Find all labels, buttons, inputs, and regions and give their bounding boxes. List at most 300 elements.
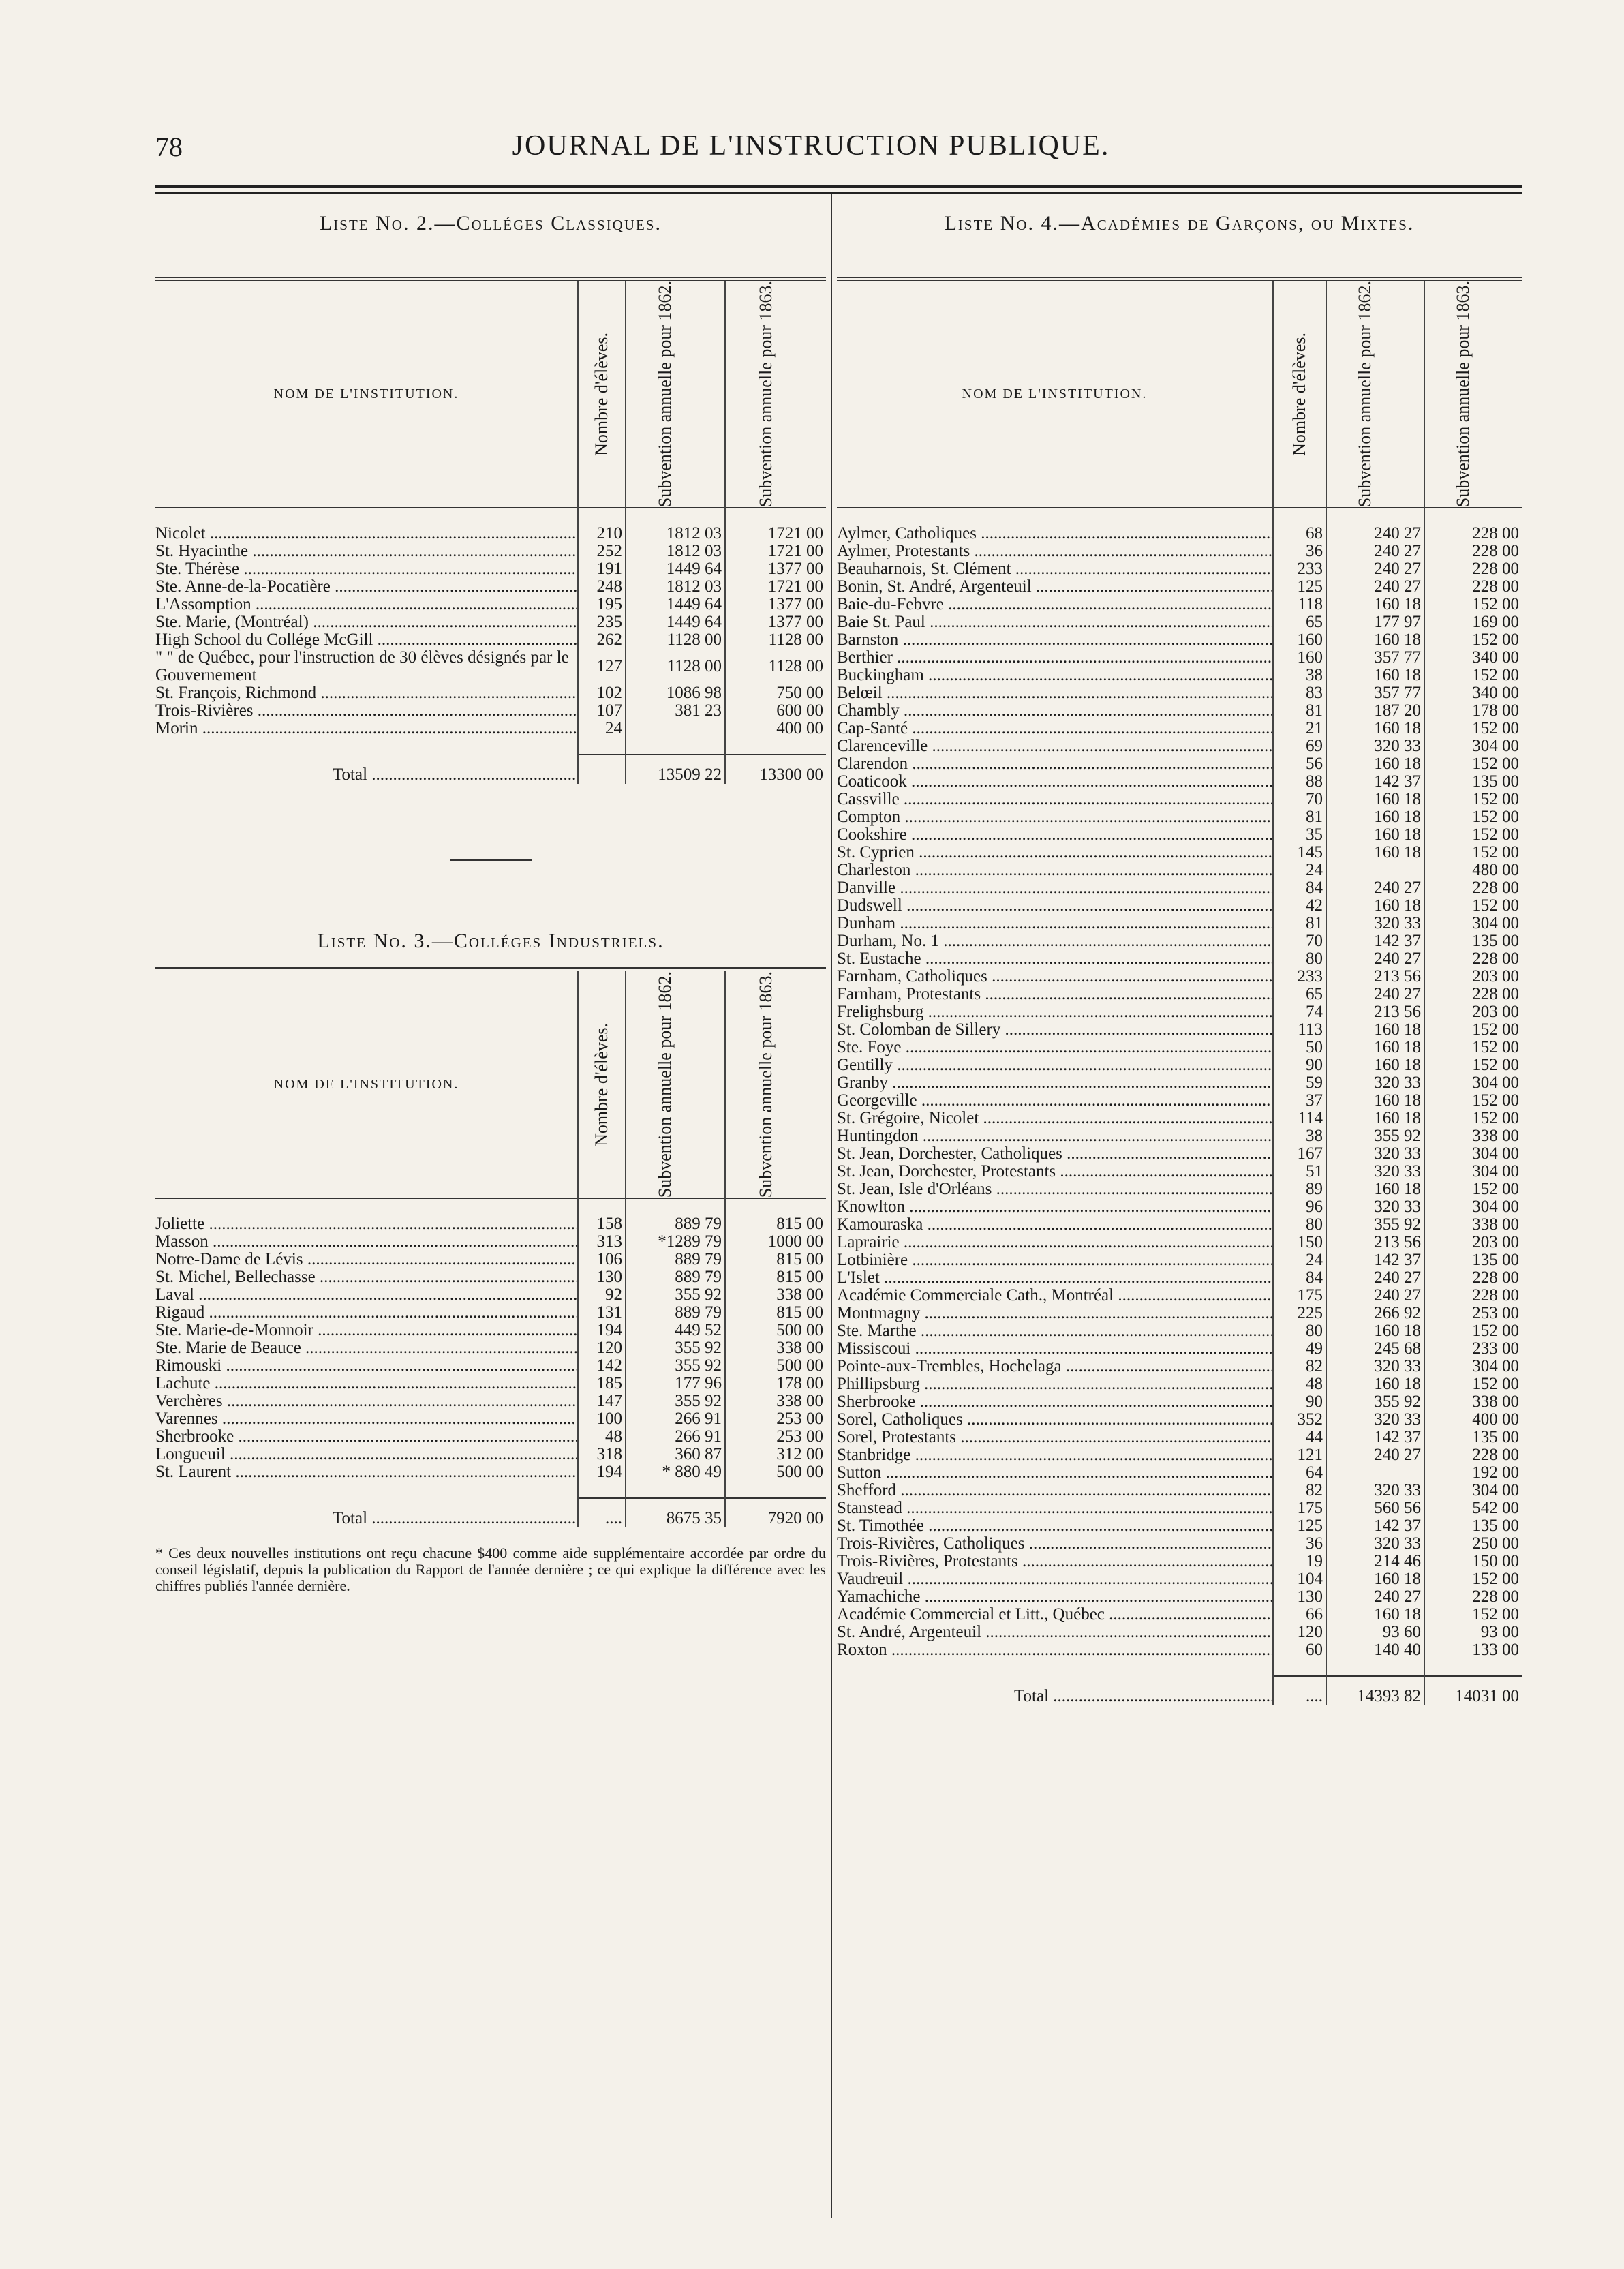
table-row bbox=[837, 932, 1522, 950]
grant-1862: 160 18 bbox=[1326, 631, 1424, 649]
institution-name-text: St. Timothée bbox=[837, 1517, 924, 1536]
institution-name bbox=[837, 862, 1273, 879]
grant-1862: 142 37 bbox=[1326, 773, 1424, 791]
pupil-count: 44 bbox=[1273, 1429, 1326, 1446]
table-row bbox=[837, 1251, 1522, 1269]
institution-name-text: Lachute bbox=[155, 1375, 211, 1393]
grant-1863: 338 00 bbox=[725, 1392, 826, 1410]
pupil-count: 262 bbox=[578, 631, 626, 649]
grant-1863: 228 00 bbox=[1424, 1287, 1522, 1305]
institution-name-text: Sutton bbox=[837, 1464, 882, 1482]
total-label-text: Total bbox=[333, 1508, 368, 1527]
pupil-count: 38 bbox=[1273, 667, 1326, 684]
institution-name bbox=[155, 1428, 578, 1446]
pupil-count: 252 bbox=[578, 543, 626, 560]
grant-1863: 304 00 bbox=[1424, 1358, 1522, 1375]
institution-name bbox=[155, 1304, 578, 1322]
institution-name bbox=[155, 1446, 578, 1463]
table-row bbox=[837, 773, 1522, 791]
institution-name-text: Académie Commerciale Cath., Montréal bbox=[837, 1287, 1114, 1305]
institution-name-text: Nicolet bbox=[155, 525, 206, 543]
grant-1863: 600 00 bbox=[725, 702, 826, 720]
institution-name-text: St. Jean, Isle d'Orléans bbox=[837, 1181, 992, 1199]
table-row bbox=[155, 1268, 826, 1286]
institution-name-text: Ste. Foye bbox=[837, 1039, 902, 1057]
grant-1862: 320 33 bbox=[1326, 1535, 1424, 1553]
institution-name bbox=[155, 684, 578, 702]
institution-name bbox=[837, 932, 1273, 950]
pupil-count: 42 bbox=[1273, 897, 1326, 915]
grant-1862: 266 91 bbox=[626, 1410, 725, 1428]
table-row bbox=[837, 1234, 1522, 1251]
pupil-count: 175 bbox=[1273, 1287, 1326, 1305]
grant-1863: 500 00 bbox=[725, 1322, 826, 1339]
pupil-count: 82 bbox=[1273, 1482, 1326, 1499]
institution-name bbox=[837, 525, 1273, 543]
pupil-count: 56 bbox=[1273, 755, 1326, 773]
grant-1862: 357 77 bbox=[1326, 684, 1424, 702]
total-1862: 14393 82 bbox=[1326, 1676, 1424, 1705]
institution-name bbox=[837, 1606, 1273, 1624]
institution-name-text: Baie St. Paul bbox=[837, 613, 925, 632]
grant-1862: 355 92 bbox=[1326, 1127, 1424, 1145]
pupil-count: 235 bbox=[578, 613, 626, 631]
institution-name-text: St. François, Richmond bbox=[155, 684, 317, 703]
institution-name bbox=[837, 1393, 1273, 1411]
pupil-count: 130 bbox=[578, 1268, 626, 1286]
table-row bbox=[837, 1375, 1522, 1393]
total-1862: 8675 35 bbox=[626, 1498, 725, 1527]
grant-1862 bbox=[626, 720, 725, 737]
page-number: 78 bbox=[155, 132, 183, 162]
grant-1863: 304 00 bbox=[1424, 1163, 1522, 1181]
table-row bbox=[155, 525, 826, 543]
grant-1862: 360 87 bbox=[626, 1446, 725, 1463]
institution-name bbox=[837, 1482, 1273, 1499]
pupil-count: 82 bbox=[1273, 1358, 1326, 1375]
institution-name bbox=[837, 1446, 1273, 1464]
grant-1863: 178 00 bbox=[725, 1375, 826, 1392]
table-row bbox=[837, 1358, 1522, 1375]
institution-name-text: Bonin, St. André, Argenteuil bbox=[837, 578, 1032, 596]
grant-1862: 187 20 bbox=[1326, 702, 1424, 720]
pupil-count: 121 bbox=[1273, 1446, 1326, 1464]
pupil-count: 89 bbox=[1273, 1181, 1326, 1198]
table-row bbox=[837, 1305, 1522, 1322]
grant-1863: 228 00 bbox=[1424, 1446, 1522, 1464]
table-row bbox=[837, 1021, 1522, 1039]
pupil-count: 114 bbox=[1273, 1110, 1326, 1127]
pupil-count: 81 bbox=[1273, 915, 1326, 932]
grant-1862: 240 27 bbox=[1326, 986, 1424, 1003]
section-separator bbox=[450, 859, 532, 861]
institution-name-text: St. André, Argenteuil bbox=[837, 1624, 982, 1642]
grant-1862: 213 56 bbox=[1326, 968, 1424, 986]
pupil-count: 92 bbox=[578, 1286, 626, 1304]
pupil-count: 150 bbox=[1273, 1234, 1326, 1251]
grant-1862: 160 18 bbox=[1326, 755, 1424, 773]
grant-1863: 500 00 bbox=[725, 1463, 826, 1481]
grant-1863: 152 00 bbox=[1424, 1056, 1522, 1074]
pupil-count: 48 bbox=[1273, 1375, 1326, 1393]
institution-name-text: Missiscoui bbox=[837, 1340, 911, 1358]
table-row bbox=[837, 1570, 1522, 1588]
pupil-count: 74 bbox=[1273, 1003, 1326, 1021]
total-label-text: Total bbox=[333, 765, 368, 784]
list4-table bbox=[837, 281, 1522, 1705]
institution-name bbox=[837, 737, 1273, 755]
grant-1863: 250 00 bbox=[1424, 1535, 1522, 1553]
table-row bbox=[837, 755, 1522, 773]
pupil-count: 125 bbox=[1273, 1517, 1326, 1535]
grant-1862: 160 18 bbox=[1326, 844, 1424, 862]
grant-1862: 1128 00 bbox=[626, 649, 725, 684]
right-column bbox=[837, 204, 1522, 1705]
list3-table bbox=[155, 971, 826, 1527]
table-row bbox=[155, 684, 826, 702]
header-rule-top bbox=[155, 185, 1522, 188]
institution-name-text: Sherbrooke bbox=[155, 1428, 234, 1446]
institution-name-text: St. Laurent bbox=[155, 1463, 232, 1482]
grant-1863: 152 00 bbox=[1424, 1375, 1522, 1393]
institution-name-text: Sorel, Catholiques bbox=[837, 1411, 963, 1429]
institution-name bbox=[837, 1163, 1273, 1181]
grant-1863: 542 00 bbox=[1424, 1499, 1522, 1517]
grant-1863: 228 00 bbox=[1424, 525, 1522, 543]
grant-1862: 142 37 bbox=[1326, 1251, 1424, 1269]
institution-name-text: Dunham bbox=[837, 915, 896, 933]
institution-name bbox=[837, 1234, 1273, 1251]
institution-name-text: Sherbrooke bbox=[837, 1393, 916, 1412]
grant-1863: 152 00 bbox=[1424, 1110, 1522, 1127]
institution-name bbox=[837, 543, 1273, 560]
grant-1863: 150 00 bbox=[1424, 1553, 1522, 1570]
pupil-count: 142 bbox=[578, 1357, 626, 1375]
institution-name bbox=[837, 1322, 1273, 1340]
grant-1862: 240 27 bbox=[1326, 525, 1424, 543]
institution-name-text: Kamouraska bbox=[837, 1216, 923, 1234]
table-row bbox=[155, 1446, 826, 1463]
pupil-count: 125 bbox=[1273, 578, 1326, 596]
grant-1862: 1086 98 bbox=[626, 684, 725, 702]
grant-1863: 152 00 bbox=[1424, 1322, 1522, 1340]
grant-1862: 889 79 bbox=[626, 1215, 725, 1233]
grant-1862: 266 91 bbox=[626, 1428, 725, 1446]
table-row bbox=[837, 844, 1522, 862]
grant-1863: 135 00 bbox=[1424, 1517, 1522, 1535]
grant-1862: 160 18 bbox=[1326, 808, 1424, 826]
list3-header-1862: Subvention annuelle pour 1862. bbox=[655, 971, 675, 1198]
pupil-count: 195 bbox=[578, 596, 626, 613]
grant-1863: 152 00 bbox=[1424, 791, 1522, 808]
pupil-count: 83 bbox=[1273, 684, 1326, 702]
table-row bbox=[837, 826, 1522, 844]
total-label-text: Total bbox=[1014, 1686, 1050, 1705]
institution-name-text: Cookshire bbox=[837, 826, 907, 844]
table-row bbox=[155, 1410, 826, 1428]
pupil-count: 64 bbox=[1273, 1464, 1326, 1482]
table-row bbox=[837, 791, 1522, 808]
institution-name-text: Buckingham bbox=[837, 667, 924, 685]
institution-name bbox=[837, 1588, 1273, 1606]
institution-name bbox=[155, 1375, 578, 1392]
institution-name-text: Sorel, Protestants bbox=[837, 1429, 956, 1447]
pupil-count: 38 bbox=[1273, 1127, 1326, 1145]
institution-name-text: Laprairie bbox=[837, 1234, 900, 1252]
table-row bbox=[155, 1322, 826, 1339]
pupil-count: 24 bbox=[1273, 1251, 1326, 1269]
institution-name bbox=[155, 596, 578, 613]
table-row bbox=[837, 1198, 1522, 1216]
pupil-count: 24 bbox=[1273, 862, 1326, 879]
grant-1863: 815 00 bbox=[725, 1268, 826, 1286]
table-row bbox=[837, 1322, 1522, 1340]
institution-name bbox=[155, 1215, 578, 1233]
grant-1862: 160 18 bbox=[1326, 720, 1424, 737]
grant-1863: 338 00 bbox=[1424, 1393, 1522, 1411]
total-label bbox=[155, 755, 578, 784]
pupil-count: 225 bbox=[1273, 1305, 1326, 1322]
grant-1862: * 880 49 bbox=[626, 1463, 725, 1481]
institution-name bbox=[837, 596, 1273, 613]
pupil-count: 191 bbox=[578, 560, 626, 578]
grant-1862: 240 27 bbox=[1326, 543, 1424, 560]
grant-1863: 133 00 bbox=[1424, 1641, 1522, 1659]
grant-1863: 152 00 bbox=[1424, 1021, 1522, 1039]
grant-1863: 152 00 bbox=[1424, 844, 1522, 862]
grant-1863: 192 00 bbox=[1424, 1464, 1522, 1482]
institution-name-text: Trois-Rivières bbox=[155, 702, 254, 720]
pupil-count: 80 bbox=[1273, 950, 1326, 968]
total-1862: 13509 22 bbox=[626, 755, 725, 784]
pupil-count: 352 bbox=[1273, 1411, 1326, 1429]
institution-name-text: St. Cyprien bbox=[837, 844, 915, 862]
grant-1862: 93 60 bbox=[1326, 1624, 1424, 1641]
institution-name-text: St. Jean, Dorchester, Catholiques bbox=[837, 1145, 1062, 1163]
grant-1863: 338 00 bbox=[1424, 1127, 1522, 1145]
list2-header-1863: Subvention annuelle pour 1863. bbox=[755, 281, 776, 508]
pupil-count: 66 bbox=[1273, 1606, 1326, 1624]
pupil-count: 35 bbox=[1273, 826, 1326, 844]
header-rule-bottom bbox=[155, 192, 1522, 194]
pupil-count: 120 bbox=[1273, 1624, 1326, 1641]
grant-1862: 160 18 bbox=[1326, 1021, 1424, 1039]
table-row bbox=[837, 578, 1522, 596]
grant-1862: 142 37 bbox=[1326, 1517, 1424, 1535]
grant-1862: 560 56 bbox=[1326, 1499, 1424, 1517]
table-row bbox=[155, 578, 826, 596]
table-row bbox=[837, 862, 1522, 879]
pupil-count: 107 bbox=[578, 702, 626, 720]
list4-header-name: NOM DE L'INSTITUTION. bbox=[962, 386, 1148, 401]
grant-1862: 1449 64 bbox=[626, 596, 725, 613]
institution-name bbox=[837, 791, 1273, 808]
table-row bbox=[837, 631, 1522, 649]
pupil-count: 233 bbox=[1273, 560, 1326, 578]
table-row bbox=[837, 702, 1522, 720]
institution-name bbox=[837, 1145, 1273, 1163]
institution-name bbox=[837, 1074, 1273, 1092]
pupil-count: 147 bbox=[578, 1392, 626, 1410]
grant-1862: 320 33 bbox=[1326, 1411, 1424, 1429]
pupil-count: 48 bbox=[578, 1428, 626, 1446]
grant-1863: 1721 00 bbox=[725, 543, 826, 560]
institution-name-text: St. Hyacinthe bbox=[155, 543, 249, 561]
table-row bbox=[837, 1499, 1522, 1517]
grant-1863: 338 00 bbox=[725, 1286, 826, 1304]
table-row bbox=[837, 1588, 1522, 1606]
institution-name bbox=[155, 631, 578, 649]
grant-1862: 213 56 bbox=[1326, 1003, 1424, 1021]
pupil-count: 70 bbox=[1273, 791, 1326, 808]
grant-1863: 152 00 bbox=[1424, 897, 1522, 915]
footnote: * Ces deux nouvelles institutions ont reçu chacune $400 comme aide supplémentaire accordée par ordre du conseil législatif, depuis la publication du Rapport de l'année dernière ; ce qui explique la différence avec les chiffres publiés l'année dernière. bbox=[155, 1544, 826, 1595]
grant-1862: 240 27 bbox=[1326, 1588, 1424, 1606]
table-row bbox=[155, 613, 826, 631]
table-row bbox=[837, 1393, 1522, 1411]
institution-name bbox=[837, 986, 1273, 1003]
grant-1863: 152 00 bbox=[1424, 1570, 1522, 1588]
grant-1862: 355 92 bbox=[626, 1339, 725, 1357]
list3-title: Liste No. 3.—Colléges Industriels. bbox=[317, 930, 664, 953]
institution-name bbox=[837, 897, 1273, 915]
grant-1863: 228 00 bbox=[1424, 986, 1522, 1003]
institution-name-text: Frelighsburg bbox=[837, 1003, 924, 1022]
institution-name-text: Roxton bbox=[837, 1641, 887, 1660]
grant-1862: 160 18 bbox=[1326, 667, 1424, 684]
grant-1862: 449 52 bbox=[626, 1322, 725, 1339]
grant-1863: 815 00 bbox=[725, 1215, 826, 1233]
institution-name-text: Ste. Marie-de-Monnoir bbox=[155, 1322, 313, 1340]
grant-1862: 320 33 bbox=[1326, 1198, 1424, 1216]
table-row bbox=[155, 1251, 826, 1268]
grant-1863: 480 00 bbox=[1424, 862, 1522, 879]
pupil-count: 185 bbox=[578, 1375, 626, 1392]
institution-name bbox=[837, 1056, 1273, 1074]
table-row bbox=[837, 1056, 1522, 1074]
grant-1862: 320 33 bbox=[1326, 1163, 1424, 1181]
grant-1863: 228 00 bbox=[1424, 879, 1522, 897]
grant-1863: 312 00 bbox=[725, 1446, 826, 1463]
institution-name-text: Aylmer, Protestants bbox=[837, 543, 970, 561]
pupil-count: 194 bbox=[578, 1322, 626, 1339]
table-row bbox=[837, 1482, 1522, 1499]
table-row bbox=[837, 808, 1522, 826]
grant-1862: 160 18 bbox=[1326, 1092, 1424, 1110]
institution-name bbox=[155, 1463, 578, 1481]
institution-name-text: Longueuil bbox=[155, 1446, 226, 1464]
pupil-count: 88 bbox=[1273, 773, 1326, 791]
pupil-count: 65 bbox=[1273, 986, 1326, 1003]
grant-1862: 160 18 bbox=[1326, 1570, 1424, 1588]
table-row bbox=[837, 667, 1522, 684]
grant-1862: 1449 64 bbox=[626, 613, 725, 631]
institution-name-text: Clarenceville bbox=[837, 737, 928, 756]
pupil-count: 145 bbox=[1273, 844, 1326, 862]
institution-name bbox=[837, 1411, 1273, 1429]
running-head: JOURNAL DE L'INSTRUCTION PUBLIQUE. bbox=[512, 130, 1110, 162]
grant-1862: 142 37 bbox=[1326, 1429, 1424, 1446]
table-row bbox=[837, 1411, 1522, 1429]
table-row bbox=[155, 560, 826, 578]
institution-name bbox=[837, 578, 1273, 596]
institution-name-text: Phillipsburg bbox=[837, 1375, 920, 1394]
list4-body bbox=[837, 508, 1522, 1705]
total-count: .... bbox=[578, 1498, 626, 1527]
table-row bbox=[837, 613, 1522, 631]
pupil-count: 131 bbox=[578, 1304, 626, 1322]
grant-1862: 142 37 bbox=[1326, 932, 1424, 950]
institution-name bbox=[155, 578, 578, 596]
grant-1863: 228 00 bbox=[1424, 1588, 1522, 1606]
table-row bbox=[155, 596, 826, 613]
pupil-count: 19 bbox=[1273, 1553, 1326, 1570]
table-row bbox=[837, 525, 1522, 543]
institution-name-text: Granby bbox=[837, 1074, 888, 1093]
table-row bbox=[837, 543, 1522, 560]
list4-header-1862: Subvention annuelle pour 1862. bbox=[1355, 281, 1375, 508]
pupil-count: 51 bbox=[1273, 1163, 1326, 1181]
institution-name-text: Charleston bbox=[837, 862, 911, 880]
grant-1862: 240 27 bbox=[1326, 1269, 1424, 1287]
institution-name-text: Pointe-aux-Trembles, Hochelaga bbox=[837, 1358, 1062, 1376]
table-row bbox=[837, 1003, 1522, 1021]
grant-1862: 160 18 bbox=[1326, 826, 1424, 844]
institution-name-text: Montmagny bbox=[837, 1305, 921, 1323]
list3-header-count: Nombre d'élèves. bbox=[592, 1022, 611, 1146]
grant-1862: 1812 03 bbox=[626, 525, 725, 543]
list4-header-count: Nombre d'élèves. bbox=[1289, 332, 1309, 456]
grant-1862: 889 79 bbox=[626, 1251, 725, 1268]
institution-name-text: Yamachiche bbox=[837, 1588, 921, 1606]
institution-name bbox=[837, 631, 1273, 649]
institution-name bbox=[837, 1499, 1273, 1517]
table-row bbox=[837, 897, 1522, 915]
grant-1862: 320 33 bbox=[1326, 1358, 1424, 1375]
pupil-count: 21 bbox=[1273, 720, 1326, 737]
grant-1862: 160 18 bbox=[1326, 1039, 1424, 1056]
table-row bbox=[837, 1517, 1522, 1535]
institution-name-text: Aylmer, Catholiques bbox=[837, 525, 977, 543]
institution-name bbox=[837, 755, 1273, 773]
institution-name bbox=[155, 613, 578, 631]
table-row bbox=[837, 1464, 1522, 1482]
institution-name-text: Académie Commercial et Litt., Québec bbox=[837, 1606, 1105, 1624]
table-row bbox=[837, 1553, 1522, 1570]
grant-1863: 203 00 bbox=[1424, 1003, 1522, 1021]
grant-1863: 304 00 bbox=[1424, 737, 1522, 755]
institution-name-text: Farnham, Protestants bbox=[837, 986, 981, 1004]
grant-1862: 160 18 bbox=[1326, 897, 1424, 915]
grant-1863: 750 00 bbox=[725, 684, 826, 702]
table-row bbox=[155, 720, 826, 737]
institution-name bbox=[837, 1624, 1273, 1641]
pupil-count: 65 bbox=[1273, 613, 1326, 631]
grant-1862: 160 18 bbox=[1326, 1181, 1424, 1198]
institution-name bbox=[837, 560, 1273, 578]
institution-name bbox=[837, 1216, 1273, 1234]
pupil-count: 158 bbox=[578, 1215, 626, 1233]
grant-1863: 340 00 bbox=[1424, 684, 1522, 702]
institution-name-text: Joliette bbox=[155, 1215, 205, 1234]
grant-1862: 355 92 bbox=[626, 1357, 725, 1375]
institution-name-text: Lotbinière bbox=[837, 1251, 908, 1270]
grant-1862: 1812 03 bbox=[626, 578, 725, 596]
table-row bbox=[155, 649, 826, 684]
grant-1862: 160 18 bbox=[1326, 1322, 1424, 1340]
pupil-count: 104 bbox=[1273, 1570, 1326, 1588]
table-row bbox=[837, 1074, 1522, 1092]
